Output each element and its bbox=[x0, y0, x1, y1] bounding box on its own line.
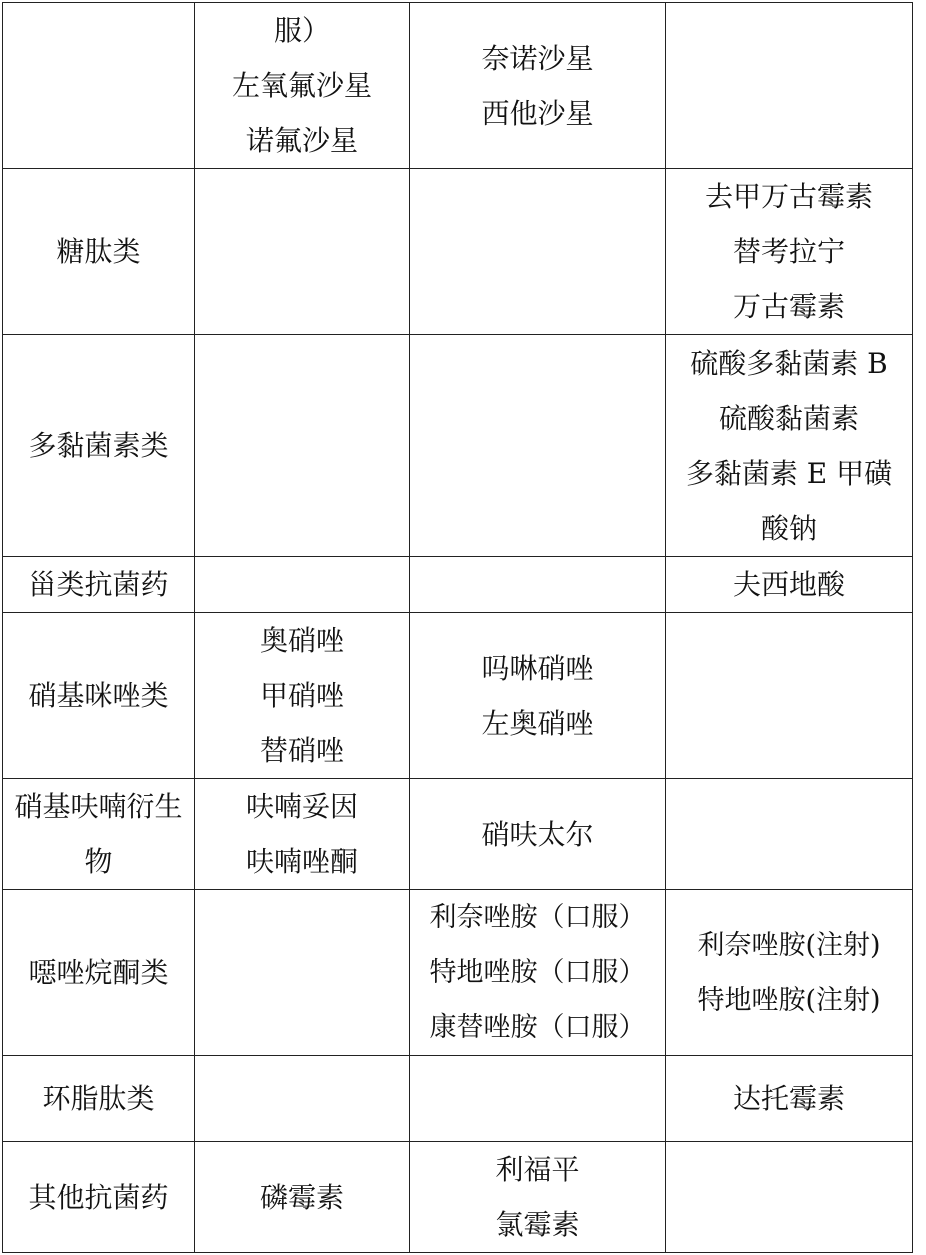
column-3-cell bbox=[410, 3, 666, 169]
column-3-cell bbox=[410, 335, 666, 557]
table-row bbox=[3, 335, 913, 557]
column-4-cell bbox=[666, 335, 913, 557]
drug-name: 左奥硝唑 bbox=[481, 706, 594, 740]
category-label: 噁唑烷酮类 bbox=[28, 956, 169, 989]
column-3-cell bbox=[410, 1142, 666, 1253]
column-3-cell bbox=[410, 613, 666, 779]
drug-name: 呋喃妥因 bbox=[245, 790, 358, 823]
drug-name: 去甲万古霉素 bbox=[704, 180, 873, 213]
table-row bbox=[3, 3, 913, 169]
category-cell bbox=[3, 890, 195, 1056]
category-cell bbox=[3, 1142, 195, 1253]
drug-name: 诺氟沙星 bbox=[245, 124, 358, 157]
category-cell bbox=[3, 169, 195, 335]
column-4-cell bbox=[666, 3, 913, 169]
column-2-cell bbox=[195, 613, 410, 779]
category-label: 糖肽类 bbox=[56, 235, 141, 268]
drug-name: 特地唑胺（口服） bbox=[429, 957, 646, 988]
drug-name: 甲硝唑 bbox=[259, 679, 344, 712]
column-3-cell bbox=[410, 557, 666, 613]
table-row bbox=[3, 557, 913, 613]
drug-name: 利奈唑胺(注射) bbox=[697, 929, 881, 961]
column-4-cell bbox=[666, 169, 913, 335]
drug-name: 奈诺沙星 bbox=[481, 41, 594, 75]
category-cell bbox=[3, 779, 195, 890]
column-2-cell bbox=[195, 1142, 410, 1253]
column-4-cell bbox=[666, 613, 913, 779]
antibacterial-classification-table bbox=[2, 2, 913, 1253]
drug-name: 西他沙星 bbox=[481, 96, 594, 130]
drug-name: 多黏菌素 E 甲磺 bbox=[685, 456, 893, 490]
drug-name: 替考拉宁 bbox=[732, 235, 845, 268]
column-2-cell bbox=[195, 169, 410, 335]
drug-name: 氯霉素 bbox=[495, 1208, 580, 1241]
column-3-cell bbox=[410, 1056, 666, 1142]
column-2-cell bbox=[195, 1056, 410, 1142]
column-2-cell bbox=[195, 779, 410, 890]
category-label: 硝基咪唑类 bbox=[28, 679, 169, 712]
table-row bbox=[3, 890, 913, 1056]
category-label: 多黏菌素类 bbox=[28, 429, 169, 462]
drug-name: 替硝唑 bbox=[259, 734, 344, 767]
drug-name: 特地唑胺(注射) bbox=[697, 984, 881, 1016]
category-label: 甾类抗菌药 bbox=[28, 568, 169, 601]
column-2-cell bbox=[195, 335, 410, 557]
drug-name: 利福平 bbox=[495, 1153, 580, 1186]
table-row bbox=[3, 1142, 913, 1253]
drug-name: 达托霉素 bbox=[732, 1082, 845, 1115]
drug-name: 吗啉硝唑 bbox=[481, 651, 594, 685]
column-4-cell bbox=[666, 779, 913, 890]
drug-name: 利奈唑胺（口服） bbox=[429, 902, 646, 933]
category-cell bbox=[3, 1056, 195, 1142]
drug-name: 夫西地酸 bbox=[732, 568, 845, 601]
column-3-cell bbox=[410, 779, 666, 890]
category-label: 环脂肽类 bbox=[42, 1082, 155, 1115]
drug-name: 硝呋太尔 bbox=[481, 817, 594, 851]
table-row bbox=[3, 1056, 913, 1142]
column-4-cell bbox=[666, 1056, 913, 1142]
column-4-cell bbox=[666, 557, 913, 613]
table-row bbox=[3, 613, 913, 779]
column-2-cell bbox=[195, 890, 410, 1056]
drug-name: 硫酸黏菌素 bbox=[718, 401, 859, 435]
category-label: 硝基呋喃衍生物 bbox=[14, 790, 183, 878]
column-2-cell bbox=[195, 3, 410, 169]
drug-name: 万古霉素 bbox=[732, 290, 845, 323]
drug-name: 磷霉素 bbox=[259, 1180, 344, 1214]
drug-name: 康替唑胺（口服） bbox=[429, 1012, 646, 1043]
category-cell bbox=[3, 335, 195, 557]
column-2-cell bbox=[195, 557, 410, 613]
table-body bbox=[3, 3, 913, 1253]
drug-name: 奥硝唑 bbox=[259, 624, 344, 657]
drug-name: 服） bbox=[273, 14, 330, 47]
column-3-cell bbox=[410, 169, 666, 335]
drug-name: 左氧氟沙星 bbox=[231, 69, 372, 102]
column-4-cell bbox=[666, 890, 913, 1056]
category-label: 其他抗菌药 bbox=[28, 1180, 169, 1214]
category-cell bbox=[3, 613, 195, 779]
drug-name: 呋喃唑酮 bbox=[245, 845, 358, 878]
drug-name: 酸钠 bbox=[760, 511, 817, 545]
table-row bbox=[3, 169, 913, 335]
drug-name: 硫酸多黏菌素 B bbox=[690, 346, 888, 380]
table-row bbox=[3, 779, 913, 890]
column-4-cell bbox=[666, 1142, 913, 1253]
category-cell bbox=[3, 3, 195, 169]
category-cell bbox=[3, 557, 195, 613]
column-3-cell bbox=[410, 890, 666, 1056]
